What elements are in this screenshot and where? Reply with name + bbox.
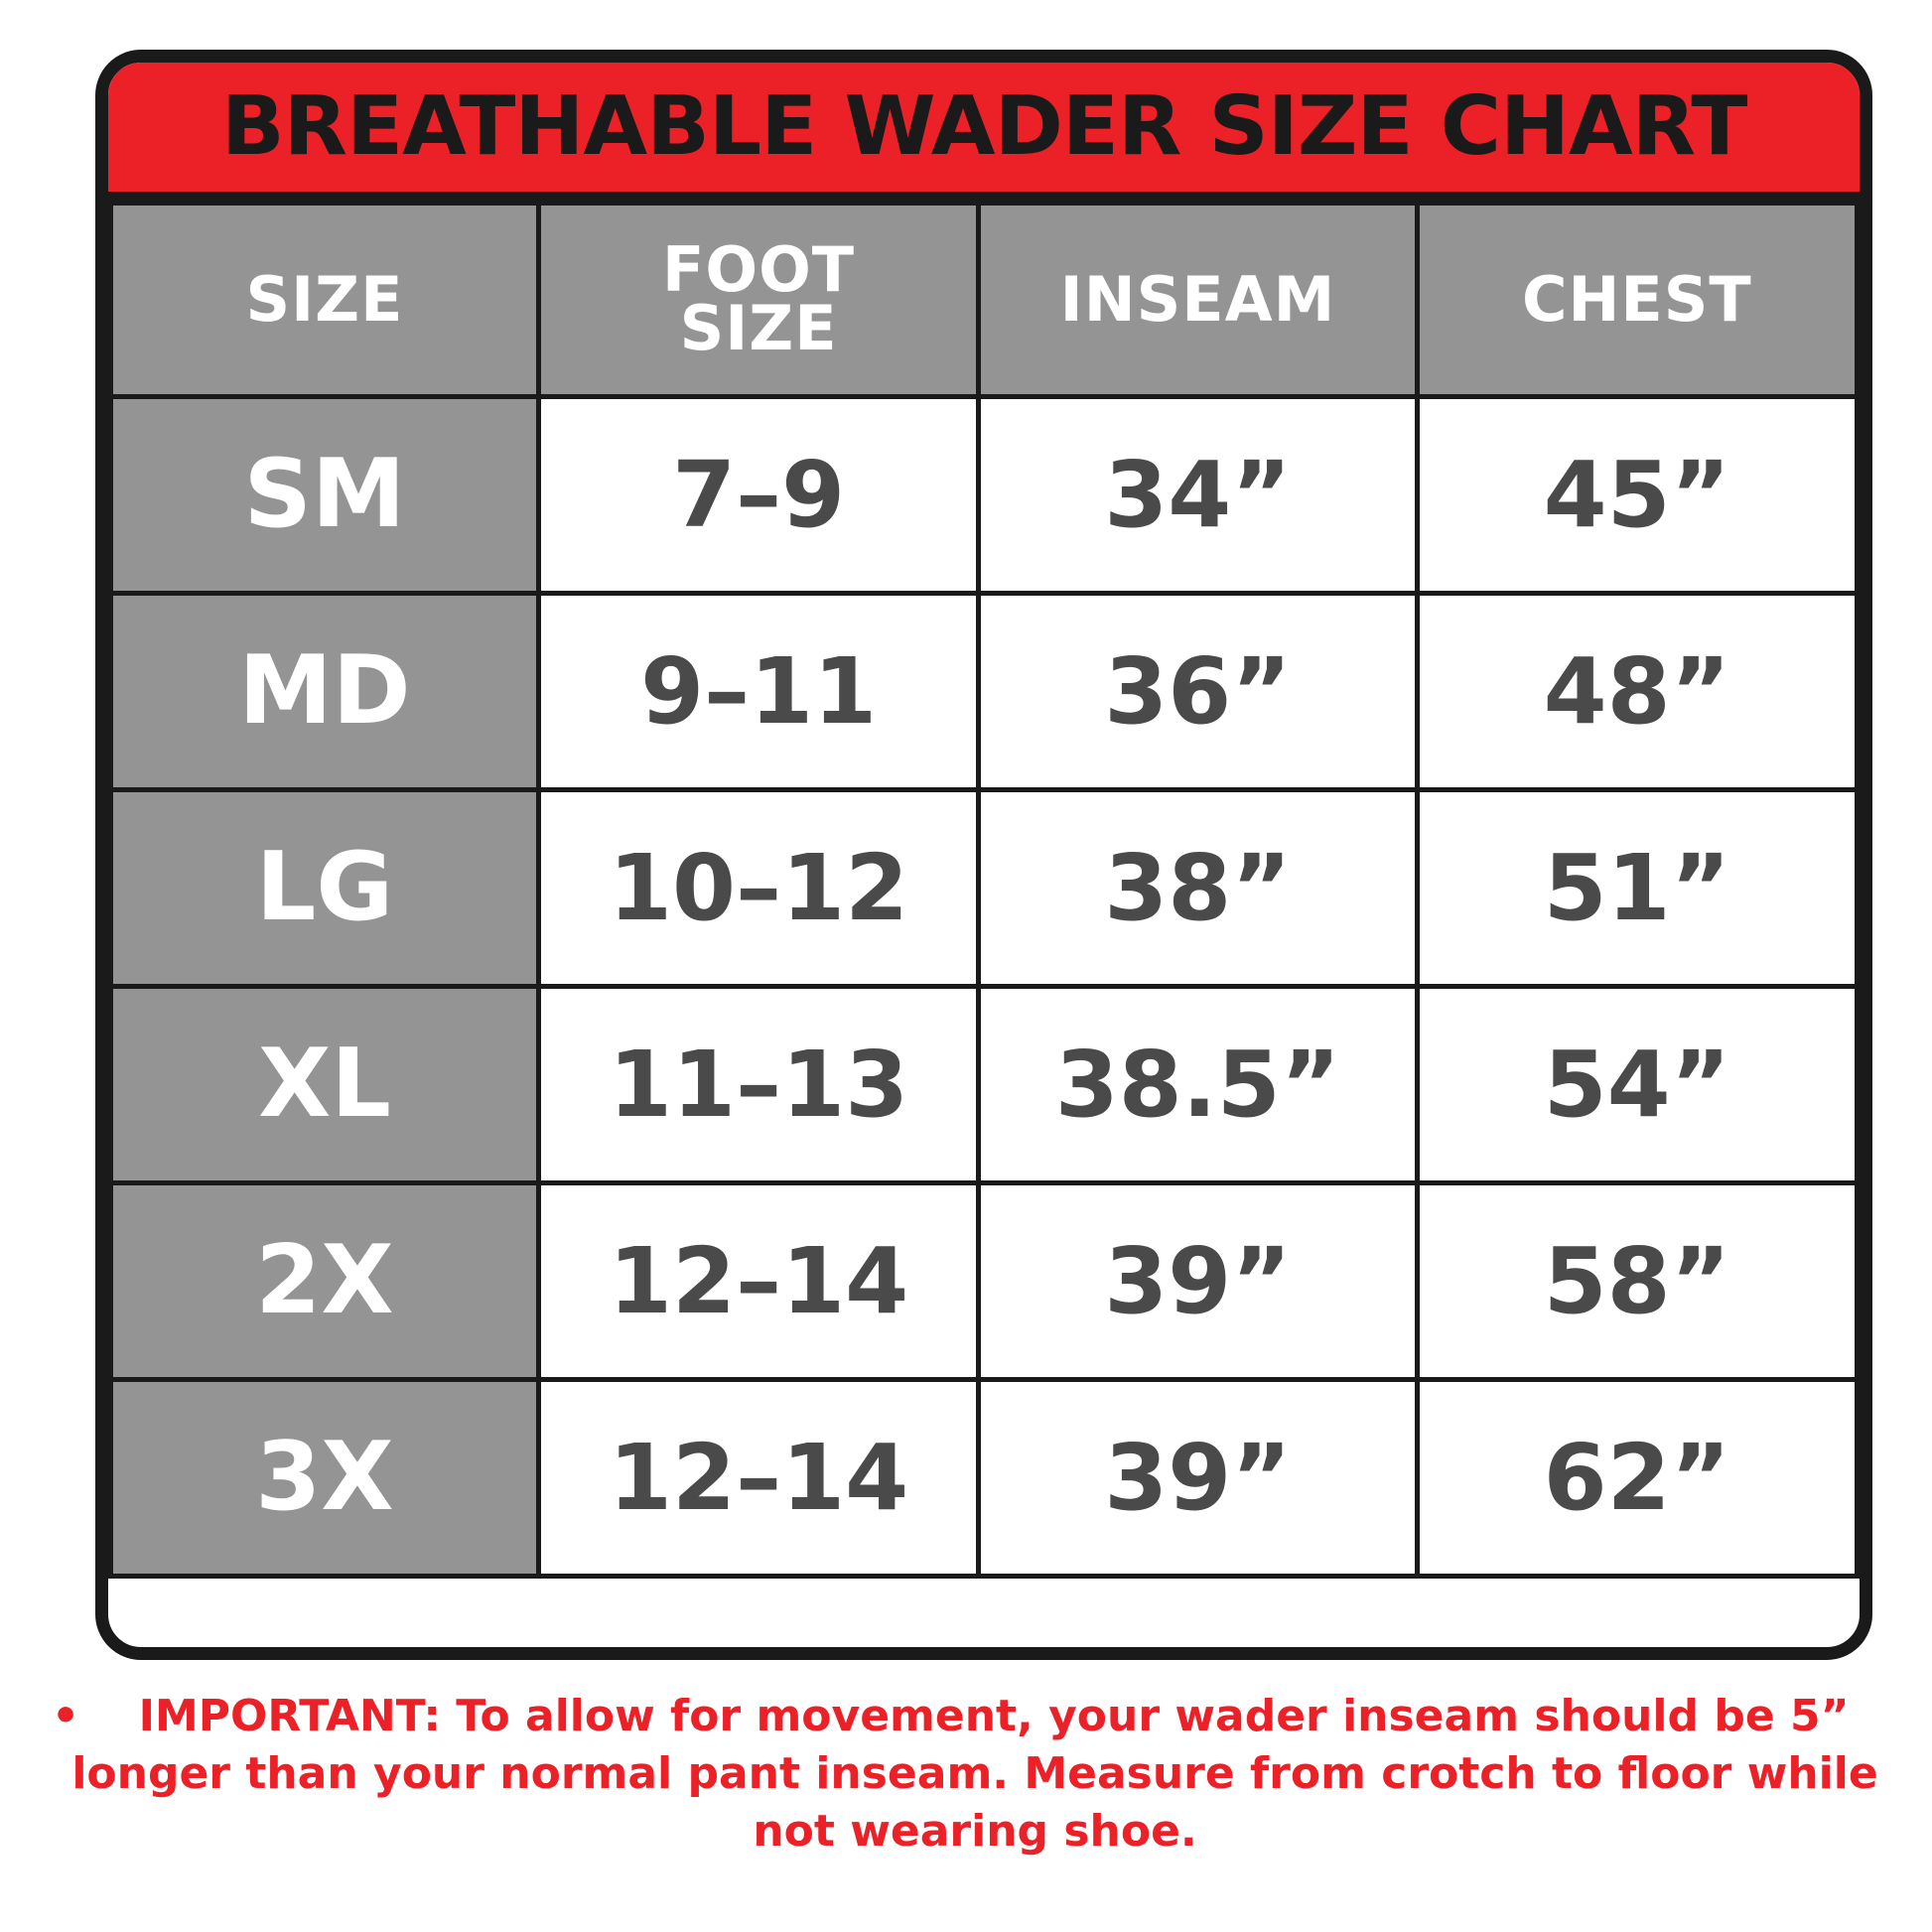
table-row [111, 594, 1858, 790]
cell-inseam: 36” [979, 594, 1418, 790]
note-bullet: • [52, 1691, 80, 1741]
cell-size: 3X [111, 1380, 539, 1577]
cell-size: LG [111, 790, 539, 987]
cell-inseam: 34” [979, 397, 1418, 594]
column-header-chest-label: CHEST [1522, 262, 1752, 336]
column-header-foot-size-line1: FOOT [662, 233, 856, 307]
cell-foot-size: 12–14 [538, 1183, 978, 1380]
table-row [111, 790, 1858, 987]
cell-inseam: 39” [979, 1380, 1418, 1577]
important-note [52, 1688, 1898, 1861]
column-header-foot-size [538, 204, 978, 397]
table-row [111, 397, 1858, 594]
cell-inseam: 39” [979, 1183, 1418, 1380]
note-text: IMPORTANT: To allow for movement, your wader inseam should be 5” longer than your normal pant inseam. Measure from crotch to floor while not wearing shoe. [71, 1691, 1878, 1858]
cell-chest: 54” [1417, 987, 1857, 1183]
column-header-inseam [979, 204, 1418, 397]
cell-foot-size: 9–11 [538, 594, 978, 790]
cell-inseam: 38.5” [979, 987, 1418, 1183]
header-row [111, 204, 1858, 397]
cell-chest: 62” [1417, 1380, 1857, 1577]
column-header-chest [1417, 204, 1857, 397]
column-header-size-label: SIZE [245, 262, 404, 336]
cell-chest: 58” [1417, 1183, 1857, 1380]
cell-inseam: 38” [979, 790, 1418, 987]
cell-foot-size: 7–9 [538, 397, 978, 594]
cell-foot-size: 12–14 [538, 1380, 978, 1577]
cell-foot-size: 11–13 [538, 987, 978, 1183]
table-row [111, 1380, 1858, 1577]
cell-size: MD [111, 594, 539, 790]
size-chart-table [108, 201, 1860, 1579]
cell-size: XL [111, 987, 539, 1183]
chart-title-bar [108, 63, 1860, 201]
cell-size: 2X [111, 1183, 539, 1380]
table-row [111, 987, 1858, 1183]
cell-foot-size: 10–12 [538, 790, 978, 987]
cell-chest: 48” [1417, 594, 1857, 790]
cell-size: SM [111, 397, 539, 594]
column-header-inseam-label: INSEAM [1059, 262, 1336, 336]
table-body [111, 397, 1858, 1577]
column-header-foot-size-line2: SIZE [679, 292, 838, 364]
cell-chest: 51” [1417, 790, 1857, 987]
cell-chest: 45” [1417, 397, 1857, 594]
column-header-size [111, 204, 539, 397]
table-row [111, 1183, 1858, 1380]
size-chart-card [95, 50, 1872, 1660]
page-title: BREATHABLE WADER SIZE CHART [220, 79, 1747, 174]
table-header [111, 204, 1858, 397]
